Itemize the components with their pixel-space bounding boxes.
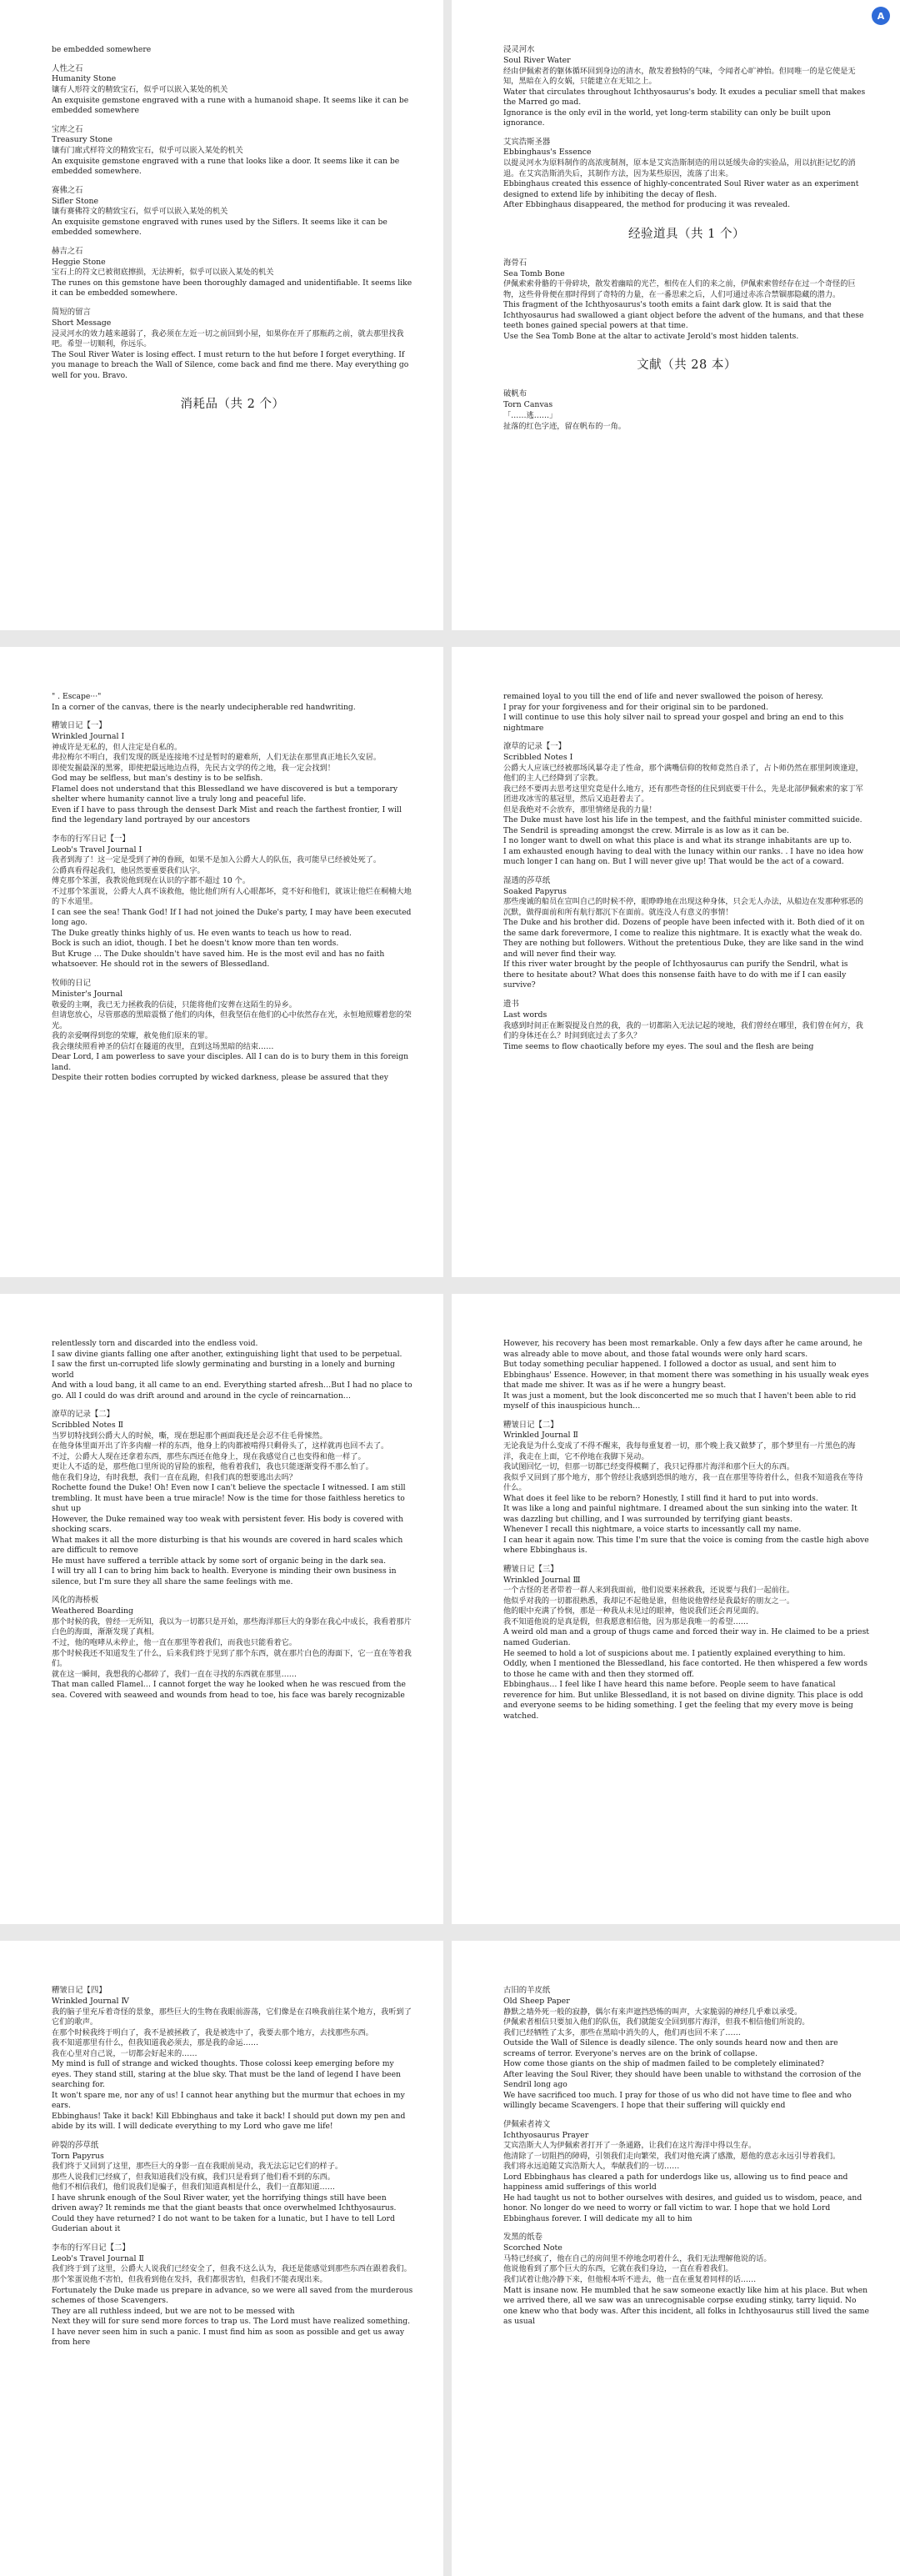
page-5-content xyxy=(52,1339,413,1907)
item-text: 静默之墙外死一般的寂静，偶尔有来声遮挡恐怖的叫声，大家脆弱的神经几乎难以承受。 伊佩索者相信只要加入他们的队伍，我们就能安全回到那片海洋，但我不相信他们所说的。 我们已经牺牲了太多，那些在黑暗中消失的人，他们再也回不来了…… Outside the Wall of Silence is deadly silence. The only sounds heard now and then are screams of terror. Everyone's nerves are on the brink of collapse. How come those giants on the ship of madmen failed to be completely eliminated? After leaving the Soul River, they should have been unable to withstand the corrosion of the Sendril long ago We have sacrificed too much. I pray for those of us who did not have time to flee and who willingly became Scavengers. I hope that their suffering will quickly end xyxy=(503,2007,862,2111)
item-heading: 糟皱日记【一】 Wrinkled Journal Ⅰ xyxy=(52,721,125,741)
item-text: 一个古怪的老者带着一群人来到我面前，他们说要来拯救我，还说要与我们一起前往。 他似乎对我的一切都很熟悉，我却记不起他是谁，但他说他曾经是我最好的朋友之一。 他的眼中充满了怜悯，那是一种我从未见过的眼神，他说我们还会再见面的。 我不知道他说的是真是假，但我愿意相信他，因为那是我唯一的希望…… A weird old man and a group of thugs came and forced their way in. He claimed to be a priest named Guderian. He seemed to hold a lot of suspicions about me. I patiently explained everything to him. Oddly, when I mentioned the Blessedland, his face contorted. He then whispered a few words to those he came with and then they stormed off. Ebbinghaus… I feel like I have heard this name before. People seem to have fanatical reverence for him. But unlike Blessedland, it is not based on divine dignity. This place is odd and everyone seems to be hiding something. I get the feeling that my every move is being watched. xyxy=(503,1586,869,1721)
item-text: 伊佩索索骨骼的干骨碎块，散发着幽暗的光芒，相传在人们的来之前，伊佩索索曾经存在过一个奇怪的巨物，这些骨骨便在那时得到了奇特的力量，在一番思索之后，人们可通过赤冻合禁锢那隐藏的潜力。 This fragment of the Ichthyosaurus's tooth emits a faint dark glow. It is said that the Ichthyosaurus had swallowed a giant object before the advent of the humans, and that these teeth bones gained special powers at that time. Use the Sea Tomb Bone at the altar to activate Jerold's most hidden talents. xyxy=(503,279,864,341)
item-heading: 遗书 Last words xyxy=(503,999,548,1020)
item-heading: 赛佛之石 Sifler Stone xyxy=(52,185,99,206)
item-heading: 艾宾浩斯圣器 Ebbinghaus's Essence xyxy=(503,137,592,158)
item-heading: 潦草的记录【一】 Scribbled Notes Ⅰ xyxy=(503,742,573,762)
item-heading: 宝库之石 Treasury Stone xyxy=(52,124,112,145)
item-text: 马特已经疯了，他在自己的房间里不停地念叨着什么，我们无法理解他说的话。 他说他看到了那个巨大的东西，它就在我们身边，一直在看着我们。 我们试着让他冷静下来，但他根本听不进去，他一直在重复着同样的话…… Matt is insane now. He mumbled that he saw someone exactly like him at his place. But when we arrived there, all we saw was an unrecognisable corpse exuding stinky, tarry liquid. No one knew who that body was. After this incident, all folks in Ichthyosaurus still lived the same as usual xyxy=(503,2253,869,2327)
page-3 xyxy=(0,647,443,1277)
section-heading: 文献（共 28 本） xyxy=(637,358,737,373)
item-text: 镶有人形符文的精致宝石，似乎可以嵌入某处的机关 An exquisite gemstone engraved with a rune with a humanoid shape. It seems like it can be embedded somewhere xyxy=(52,85,409,116)
item-heading: 李布的行军日记【二】 Leob's Travel Journal Ⅱ xyxy=(52,2243,144,2263)
item-heading: 糟皱日记【二】 Wrinkled Journal Ⅱ xyxy=(503,1420,578,1441)
item-heading: 风化的海桥板 Weathered Boarding xyxy=(52,1596,134,1616)
page-3-content xyxy=(52,692,413,1260)
page-6 xyxy=(452,1294,900,1924)
item-heading: 发黑的纸卷 Scorched Note xyxy=(503,2233,562,2253)
item-text: 那个时候的我，曾经一无所知，我以为一切都只是开始，那些海洋那巨大的身影在我心中成长，我看着那片白色的海面，渐渐发现了真相。 不过，他的咆哮从未停止，他一直在那里等着我们，而我也只能看着它。 那个时候我还不知道发生了什么，后来我们终于见到了那个东西，就在那片白色的海面下，它一直在等着我们。 就在这一瞬间，我想我的心都碎了，我们一直在寻找的东西就在那里…… That man called Flamel… I cannot forget the way he looked when he was rescued from the sea. Covered with seaweed and wounds from head to toe, his face was barely recognizable xyxy=(52,1616,412,1700)
item-text: 镶有赛佛符文的精致宝石，似乎可以嵌入某处的机关 An exquisite gemstone engraved with runes used by the Siflers. It seems like it can be embedded somewhere. xyxy=(52,207,388,238)
item-text: be embedded somewhere xyxy=(52,45,152,54)
page-4-content xyxy=(503,692,870,1260)
item-heading: 湿透的莎草纸 Soaked Papyrus xyxy=(503,875,567,896)
item-text: 我者到海了！这一定是受到了神的眷顾，如果不是加入公爵大人的队伍，我可能早已经被处死了。 公爵真看得起我们，他居然要重要我们认字。 傅克那个笨蛋，我教说他到现在认识的字都不超过 10 个。 不过那个笨蛋说，公爵大人真不该救他，他比他们所有人心眼都坏，竟不好和他们，就该让他烂在桐楠大地的下水道里。 I can see the sea! Thank God! If I had not joined the Duke's party, I may have been executed long ago. The Duke greatly thinks highly of us. He even wants to teach us how to read. Bock is such an idiot, though. I bet he doesn't know more than ten words. But Kruge … The Duke shouldn't have saved him. He is the most evil and has no faith whatsoever. He should rot in the sewers of Blessedland. xyxy=(52,855,412,970)
item-heading: 海骨石 Sea Tomb Bone xyxy=(503,258,565,278)
section-heading: 消耗品（共 2 个） xyxy=(180,398,285,412)
item-heading: 碎裂的莎草纸 Torn Papyrus xyxy=(52,2140,104,2161)
page-6-content xyxy=(503,1339,870,1907)
page-7-content xyxy=(52,1986,413,2559)
item-text: 无论我是为什么变成了不得不醒来，我每每重复着一切，那个晚上我又做梦了，那个梦里有一片黑色的海洋，我走在上面，它不停地在我脚下晃动。 我试图回忆一切，但那一切都已经变得模糊了，我只记得那片海洋和那个巨大的东西。 我似乎又回到了那个地方，那个曾经让我感到恐惧的地方，我一直在那里等待着什么，但我不知道我在等待什么。 What does it feel like to be reborn? Honestly, I still find it hard to put into words. It was like a long and painful nightmare. I dreamed about the sun sinking into the water. It was dazzling but chilling, and I was surrounded by terrifying giant beasts. Whenever I recall this nightmare, a voice starts to incessantly call my name. I can hear it again now. This time I'm sure that the voice is coming from the castle high above where Ebbinghaus is. xyxy=(503,1441,869,1556)
item-text: 当罗切特找到公爵大人的时候，嘶，现在想起那个画面我还是会忍不住毛骨悚然。 在他身体里面开出了许多肉瘤一样的东西，他身上的肉都被啃得只剩骨头了，这样就再也回不去了。 不过，公爵大人现在还拿着东西，那些东西还在他身上，现在我感觉自己也变得和他一样了。 更让人不适的是，那些他口里所说的冒险的旅程，他看着我们，我也只能逐渐变得不那么怕了。 他在我们身边，有时我想，我们一直在乱跑，但我们真的想要逃出去吗？ Rochette found the Duke! Oh! Even now I can't believe the spectacle I witnessed. I am still trembling. It must have been a true miracle! Now is the time for those faithless heretics to shut up However, the Duke remained way too weak with persistent fever. His body is covered with shocking scars. What makes it all the more disturbing is that his wounds are covered in hard scales which are difficult to remove He must have suffered a terrible attack by some sort of organic being in the dark sea. I will try all I can to bring him back to health. Everyone is minding their own business in silence, but I'm sure they all share the same feelings with me. xyxy=(52,1431,406,1586)
page-8 xyxy=(452,1941,900,2576)
item-text: 我们终于到了这里，公爵大人说我们已经安全了，但我不这么认为，我还是能感觉到那些东西在跟着我们。 那个笨蛋说他不害怕，但我看到他在发抖，我们都很害怕，但我们不能表现出来。 Fortunately the Duke made us prepare in advance, so we were all saved from the murderous schemes of those Scavengers. They are all ruthless indeed, but we are not to be messed with Next they will for sure send more forces to trap us. The Lord must have realized something. I have never seen him in such a panic. I must find him as soon as possible and get us away from here xyxy=(52,2264,413,2348)
item-heading: 人性之石 Humanity Stone xyxy=(52,63,117,84)
page-4 xyxy=(452,647,900,1277)
translate-badge-button[interactable]: A xyxy=(872,7,890,25)
item-heading: 古旧的羊皮纸 Old Sheep Paper xyxy=(503,1986,570,2006)
item-text: 浸灵河水的效力越来越弱了，我必须在左近一切之前回到小屋，如果你在开了那瓶药之前，就去那里找我吧。希望一切顺利，你远乐。 The Soul River Water is losing effect. I must return to the hut before I forget everything. If you manage to breach the Wall of Silence, come back and find me there. May everything go well for you. Bravo. xyxy=(52,328,409,380)
item-text: 神成许是无私的，但人注定是自私的。 弗拉梅尔不明白，我们发现的既是连接地不过是暂时的避难所，人们无法在那里真正地长久安居。 即使发掘最深的黑雾，即使把最远地边点得，先民古文学的传之地，我一定会找到！ God may be selfless, but man's destiny is to be selfish. Flamel does not understand that this Blessedland we have discovered is but a temporary shelter where humanity cannot live a truly long and peaceful life. Even if I have to pass through the densest Dark Mist and reach the farthest frontier, I will find the legendary land portrayed by our ancestors xyxy=(52,742,402,825)
item-text: 宝石上的符文已被彻底擦损，无法辨析，似乎可以嵌入某处的机关 The runes on this gemstone have been thoroughly damaged and unidentifiable. It seems like it can be embedded somewhere. xyxy=(52,268,412,298)
item-heading: 糟皱日记【四】 Wrinkled Journal Ⅳ xyxy=(52,1986,129,2006)
item-text: However, his recovery has been most remarkable. Only a few days after he came around, he was already able to move about, and those fatal wounds were only hard scars. But today something peculiar happened. I followed a doctor as usual, and sent him to Ebbinghaus' Essence. However, in that moment there was something in his usually weak eyes that made me shiver. It was as if he were a hungry beast. It was just a moment, but the look disconcerted me so much that I haven't been able to rid myself of this inauspicious hunch… xyxy=(503,1339,869,1411)
item-heading: 赫吉之石 Heggie Stone xyxy=(52,246,106,267)
page-1-content xyxy=(52,45,413,614)
item-text: 「……逃……」 扯落的红色字迹，留在帆布的一角。 xyxy=(503,411,626,431)
page-2 xyxy=(452,0,900,630)
page-8-content xyxy=(503,1986,870,2559)
item-text: 经由伊佩索者的躯体循环回到身边的清水，散发着独特的气味，令闻者心旷神怡。但同唯一的是它使是无知，黑暗在入的女娲，只能建立在无知之上。 Water that circulates throughout Ichthyosaurus's body. It exudes a peculiar smell that makes the Marred go mad. Ignorance is the only evil in the world, yet long-term stability can only be built upon ignorance. xyxy=(503,66,866,128)
item-text: remained loyal to you till the end of life and never swallowed the poison of heresy. I pray for your forgiveness and for their original sin to be pardoned. I will continue to use this holy silver nail to spread your gospel and bring an end to this nightmare xyxy=(503,692,844,733)
item-text: " . Escape···" In a corner of the canvas, there is the nearly undecipherable red handwriting. xyxy=(52,692,356,712)
page-5 xyxy=(0,1294,443,1924)
item-text: 艾宾浩斯大人为伊佩索者打开了一条通路，让我们在这片海洋中得以生存。 他清除了一切阻挡的障碍，引领我们走向繁荣，我们对他充满了感激，愿他的意志永远引导着我们。 我们将永远追随艾宾浩斯大人，奉献我们的一切…… Lord Ebbinghaus has cleared a path for underdogs like us, allowing us to find peace and happiness amid sufferings of this world He had taught us not to bother ourselves with desires, and guided us to wisdom, peace, and honor. No longer do we need to worry or fall victim to war. I hope that we hold Lord Ebbinghaus forever. I will dedicate my all to him xyxy=(503,2141,862,2223)
item-heading: 潦草的记录【二】 Scribbled Notes Ⅱ xyxy=(52,1410,124,1430)
item-heading: 伊佩索者祷文 Ichthyosaurus Prayer xyxy=(503,2119,589,2140)
item-text: 镶有门廊式样符文的精致宝石，似乎可以嵌入某处的机关 An exquisite gemstone engraved with a rune that looks like a door. It seems like it can be embedded somewhere. xyxy=(52,146,400,177)
item-text: 我的脑子里充斥着奇怪的景象，那些巨大的生物在我眼前游荡，它们像是在召唤我前往某个地方，我听到了它们的歌声。 在那个时候我终于明白了，我不是被拯救了，我是被选中了，我要去那个地方，去找那些东西。 我不知道那里有什么，但我知道我必须去，那是我的命运…… 我在心里对自己说，一切都会好起来的…… My mind is full of strange and wicked thoughts. Those colossi keep emerging before my eyes. They stand still, staring at the blue sky. That must be the land of legend I have been searching for. It won't spare me, nor any of us! I cannot hear anything but the murmur that echoes in my ears. Ebbinghaus! Take it back! Kill Ebbinghaus and take it back! I should put down my pen and abide by its will. I will dedicate everything to my Lord who gave me life! xyxy=(52,2007,412,2132)
item-text: 公爵大人应该已经被那场风暴夺走了性命，那个满嘴信仰的牧师竟然自杀了，占卜师仍然在那里阿谀逢迎，他们的主人已经降到了宗教。 我已经不要再去思考这里究竟是什么地方，还有那些奇怪的住民到底要干什么，先是北部伊佩索索的家丁军团进攻冰雪的墓冠里，然后又追赶着去了。 但是我绝对不会放弃，那里情绪是我的力量！ The Duke must have lost his life in the tempest, and the faithful minister committed suicide. The Sendril is spreading amongst the crew. Mirrale is as low as it can be. I no longer want to dwell on what this place is and what its strange inhabitants are up to. I am exhausted enough having to deal with the lunacy within our ranks. . I have no idea how much longer I can hang on. But I will never give up! That would be the act of a coward. xyxy=(503,763,864,867)
item-heading: 牧师的日记 Minister's Journal xyxy=(52,978,123,999)
item-text: 我们终于又回到了这里，那些巨大的身影一直在我眼前晃动，我无法忘记它们的样子。 那些人说我们已经疯了，但我知道我们没有疯，我们只是看到了他们看不到的东西。 他们不相信我们，他们说我们是骗子，但我们知道真相是什么，我们一直都知道…… I have shrunk enough of the Soul River water, yet the horrifying things still have been driven away? It reminds me that the giant beasts that once overwhelmed Ichthyosaurus. Could they have returned? I do not want to be taken for a lunatic, but I have to tell Lord Guderian about it xyxy=(52,2162,397,2234)
item-heading: 破帆布 Torn Canvas xyxy=(503,389,553,410)
page-7 xyxy=(0,1941,443,2576)
item-heading: 浸灵河水 Soul River Water xyxy=(503,45,571,65)
item-heading: 李布的行军日记【一】 Leob's Travel Journal Ⅰ xyxy=(52,834,142,854)
page-1 xyxy=(0,0,443,630)
item-heading: 糟皱日记【三】 Wrinkled Journal Ⅲ xyxy=(503,1564,581,1585)
item-text: relentlessly torn and discarded into the endless void. I saw divine giants falling one after another, extinguishing light that used to be perpetual. I saw the first un-corrupted life slowly germinating and bursting in a lonely and burning world And with a loud bang, it all came to an end. Everything started afresh…But I had no place to go. All I could do was drift around and around in the cycle of reincarnation… xyxy=(52,1339,412,1401)
item-text: 那些虔诚的船员在宣叫自己的时候不停，眼睁睁地在出现这种身体，只会无人办法，从船边在发那种邪恶的沉默，做得面前和所有航行都沉下在面前。就连没人有意义的事情！ The Duke and his brother did. Dozens of people have been infected with it. Both died of it on the same dark forevermore, I come to realize this nightmare. It is exactly what the weak do. They are nothing but followers. Without the pretentious Duke, they are like sand in the wind and will never find their way. If this river water brought by the people of Ichthyosaurus can purify the Sendril, what is there to hesitate about? What does this nonsense faith have to do with me if I can easily survive? xyxy=(503,897,865,990)
item-text: 我感到时间正在断裂提及自然的我，我的一切都陷入无法记起的境地，我们曾经在哪里，我们曾在何方，我们的身体还在么？时间到底过去了多久？ Time seems to flow chaotically before my eyes. The soul and the flesh are being xyxy=(503,1020,863,1051)
item-text: 以提灵河水为原料制作的高浓度制剂，原本是艾宾浩斯制造的用以延缓失命的实验品，用以抗拒记忆的消退。在艾宾浩斯消失后，其制作方法，因为某些原因，流落了出来。 Ebbinghaus created this essence of highly-concentrated Soul River water as an experiment designed to extend life by inhibiting the decay of flesh. After Ebbinghaus disappeared, the method for producing it was revealed. xyxy=(503,158,859,210)
item-text: 敬爱的主啊，我已无力拯救我的信徒，只能将他们安葬在这陌生的异乡。 但请您放心，尽管那惑的黑暗震慑了他们的肉体，但我坚信在他们的心中依然存在光，永恒地照耀着您的荣光。 我的亲爱啊得到您的荣耀，赦免他们原来的罪。 我会继续照看神圣的信灯在隧道的夜里，直到这场黑暗的结束…… Dear Lord, I am powerless to save your disciples. All I can do is to bury them in this foreign land. Despite their rotten bodies corrupted by wicked darkness, please be assured that they xyxy=(52,1000,412,1083)
item-heading: 简短的留言 Short Message xyxy=(52,307,112,328)
page-2-content xyxy=(503,45,870,614)
section-heading: 经验道具（共 1 个） xyxy=(628,227,745,241)
